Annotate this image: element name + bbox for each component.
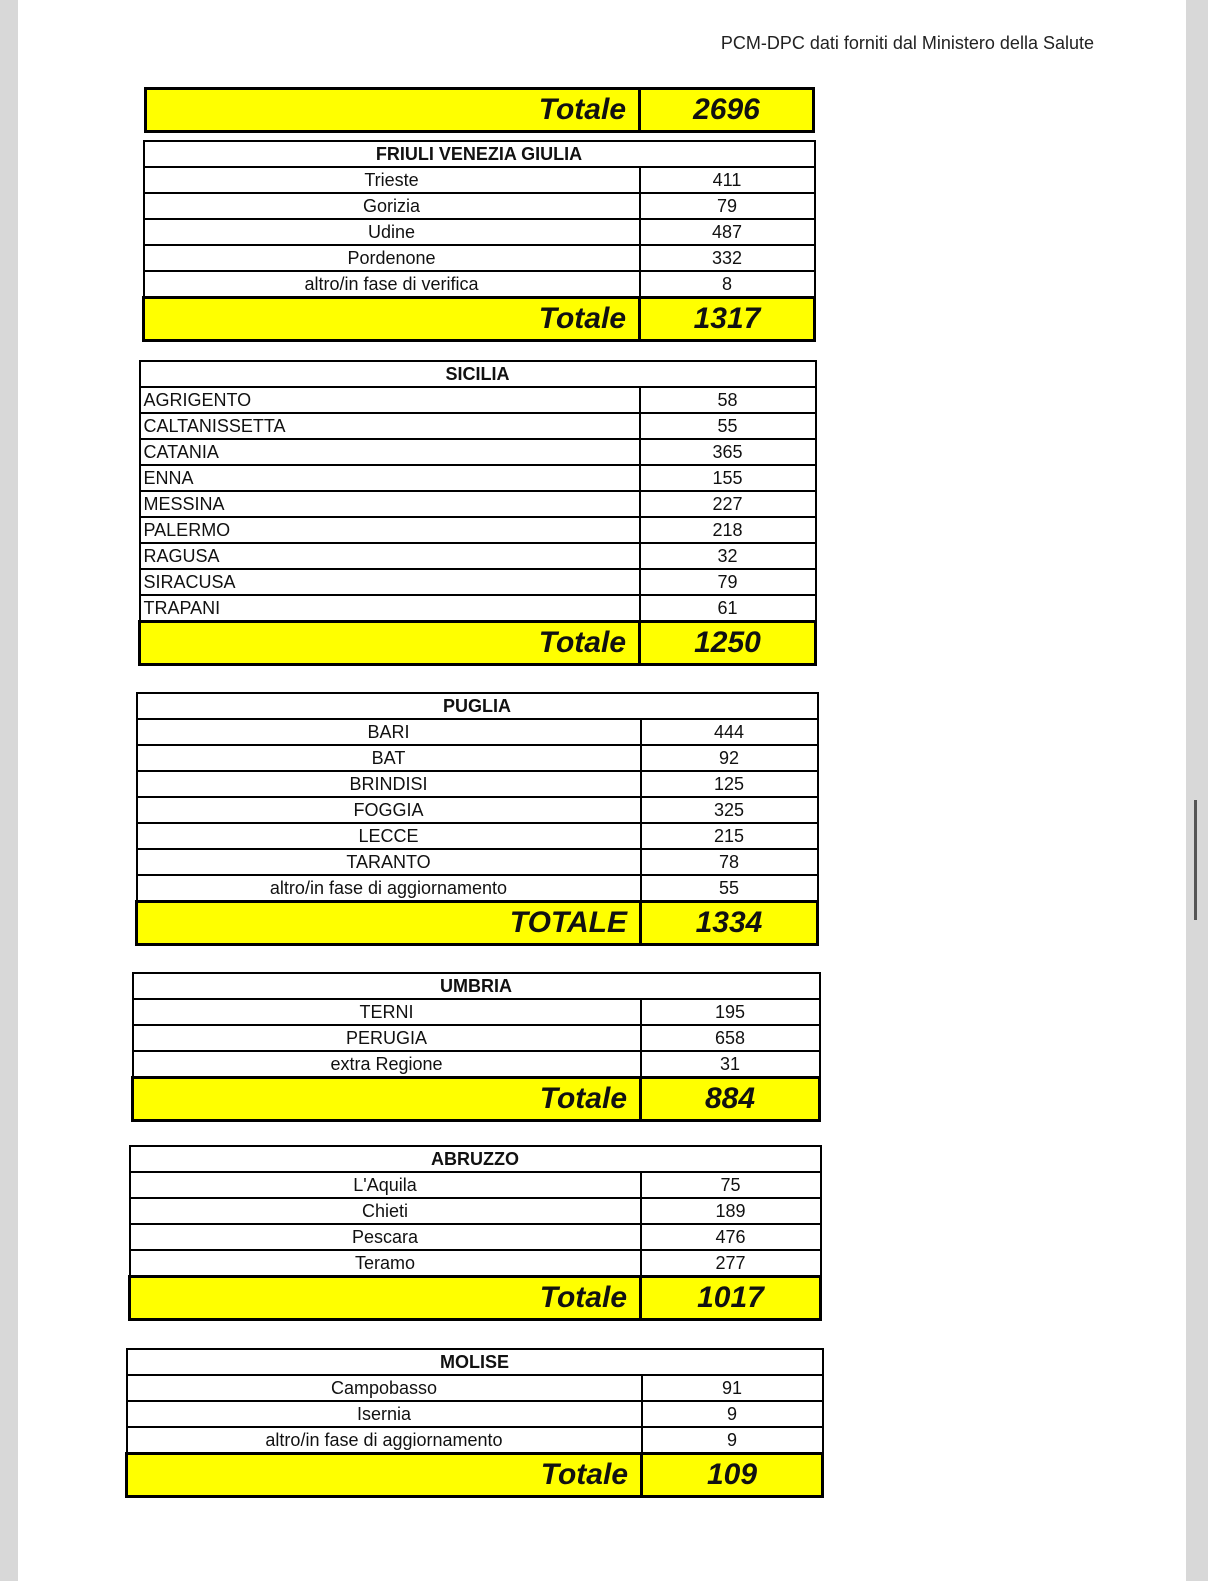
table-row: [130, 1224, 821, 1250]
province-value: 444: [641, 719, 818, 745]
region-header-row: [133, 973, 820, 999]
province-name: MESSINA: [140, 491, 640, 517]
table-row: [144, 193, 815, 219]
total-label: Totale: [144, 298, 640, 341]
province-value: 365: [640, 439, 816, 465]
region-name: PUGLIA: [137, 693, 818, 719]
total-row: [137, 902, 818, 945]
province-value: 58: [640, 387, 816, 413]
total-value: 1334: [641, 902, 818, 945]
table-row: [130, 1172, 821, 1198]
province-name: Trieste: [144, 167, 640, 193]
province-value: 75: [641, 1172, 821, 1198]
province-name: Isernia: [127, 1401, 642, 1427]
total-label: Totale: [127, 1454, 642, 1497]
table-row: [140, 491, 816, 517]
scrollbar-mark: [1194, 800, 1197, 920]
province-name: BAT: [137, 745, 641, 771]
table-row: [144, 219, 815, 245]
table-row: [127, 1427, 823, 1454]
province-value: 91: [642, 1375, 823, 1401]
table-row: [127, 1401, 823, 1427]
province-name: TARANTO: [137, 849, 641, 875]
province-name: BARI: [137, 719, 641, 745]
province-name: Pordenone: [144, 245, 640, 271]
table-row: [140, 595, 816, 622]
region-name: ABRUZZO: [130, 1146, 821, 1172]
province-name: BRINDISI: [137, 771, 641, 797]
region-table-abruzzo: [128, 1145, 822, 1321]
province-value: 9: [642, 1427, 823, 1454]
province-name: CALTANISSETTA: [140, 413, 640, 439]
province-value: 195: [641, 999, 820, 1025]
province-name: Teramo: [130, 1250, 641, 1277]
total-value: 884: [641, 1078, 820, 1121]
table-row: [144, 245, 815, 271]
province-name: Chieti: [130, 1198, 641, 1224]
province-name: altro/in fase di verifica: [144, 271, 640, 298]
province-value: 189: [641, 1198, 821, 1224]
province-name: Gorizia: [144, 193, 640, 219]
table-row: [137, 823, 818, 849]
total-label: Totale: [133, 1078, 641, 1121]
region-table-puglia: [135, 692, 819, 946]
region-table-molise: [125, 1348, 824, 1498]
region-name: MOLISE: [127, 1349, 823, 1375]
province-name: L'Aquila: [130, 1172, 641, 1198]
total-row: [140, 622, 816, 665]
total-label: Totale: [130, 1277, 641, 1320]
table-row: [137, 849, 818, 875]
province-value: 79: [640, 193, 815, 219]
province-name: RAGUSA: [140, 543, 640, 569]
province-value: 215: [641, 823, 818, 849]
total-value: 2696: [640, 89, 814, 132]
top-total-table: [144, 87, 815, 133]
total-label: TOTALE: [137, 902, 641, 945]
province-name: TRAPANI: [140, 595, 640, 622]
total-row: [133, 1078, 820, 1121]
province-value: 487: [640, 219, 815, 245]
province-value: 325: [641, 797, 818, 823]
region-header-row: [140, 361, 816, 387]
region-table-friuli-venezia-giulia: [142, 140, 816, 342]
table-row: [140, 569, 816, 595]
table-row: [140, 543, 816, 569]
total-value: 1017: [641, 1277, 821, 1320]
total-row: [144, 298, 815, 341]
region-header-row: [130, 1146, 821, 1172]
province-value: 227: [640, 491, 816, 517]
province-value: 31: [641, 1051, 820, 1078]
province-value: 411: [640, 167, 815, 193]
region-header-row: [127, 1349, 823, 1375]
province-value: 79: [640, 569, 816, 595]
table-row: [133, 999, 820, 1025]
province-value: 476: [641, 1224, 821, 1250]
total-label: Totale: [146, 89, 640, 132]
table-row: [137, 745, 818, 771]
table-row: [140, 413, 816, 439]
table-row: [140, 439, 816, 465]
region-name: SICILIA: [140, 361, 816, 387]
table-row: [133, 1025, 820, 1051]
province-value: 332: [640, 245, 815, 271]
province-value: 55: [641, 875, 818, 902]
province-name: extra Regione: [133, 1051, 641, 1078]
province-name: PERUGIA: [133, 1025, 641, 1051]
province-name: LECCE: [137, 823, 641, 849]
total-value: 1250: [640, 622, 816, 665]
province-name: altro/in fase di aggiornamento: [137, 875, 641, 902]
province-value: 78: [641, 849, 818, 875]
province-value: 61: [640, 595, 816, 622]
table-row: [137, 771, 818, 797]
province-name: TERNI: [133, 999, 641, 1025]
region-table-umbria: [131, 972, 821, 1122]
region-name: UMBRIA: [133, 973, 820, 999]
table-row: [133, 1051, 820, 1078]
total-value: 1317: [640, 298, 815, 341]
total-row: [130, 1277, 821, 1320]
region-table-sicilia: [138, 360, 817, 666]
province-value: 92: [641, 745, 818, 771]
total-value: 109: [642, 1454, 823, 1497]
province-name: AGRIGENTO: [140, 387, 640, 413]
table-row: [144, 167, 815, 193]
region-name: FRIULI VENEZIA GIULIA: [144, 141, 815, 167]
total-row: [127, 1454, 823, 1497]
table-row: [137, 719, 818, 745]
province-name: CATANIA: [140, 439, 640, 465]
table-row: [137, 875, 818, 902]
table-row: [140, 517, 816, 543]
region-header-row: [144, 141, 815, 167]
province-name: SIRACUSA: [140, 569, 640, 595]
table-row: [130, 1198, 821, 1224]
province-name: Campobasso: [127, 1375, 642, 1401]
table-row: [140, 387, 816, 413]
province-name: altro/in fase di aggiornamento: [127, 1427, 642, 1454]
province-value: 9: [642, 1401, 823, 1427]
table-row: [144, 271, 815, 298]
province-value: 277: [641, 1250, 821, 1277]
table-row: [127, 1375, 823, 1401]
province-value: 8: [640, 271, 815, 298]
source-note: PCM-DPC dati forniti dal Ministero della Salute: [720, 33, 1094, 53]
province-name: Udine: [144, 219, 640, 245]
table-row: [130, 1250, 821, 1277]
total-row: [146, 89, 814, 132]
table-row: [140, 465, 816, 491]
province-value: 55: [640, 413, 816, 439]
province-name: ENNA: [140, 465, 640, 491]
table-row: [137, 797, 818, 823]
region-header-row: [137, 693, 818, 719]
province-name: PALERMO: [140, 517, 640, 543]
province-value: 32: [640, 543, 816, 569]
province-value: 658: [641, 1025, 820, 1051]
province-name: Pescara: [130, 1224, 641, 1250]
province-value: 155: [640, 465, 816, 491]
total-label: Totale: [140, 622, 640, 665]
province-value: 125: [641, 771, 818, 797]
province-name: FOGGIA: [137, 797, 641, 823]
province-value: 218: [640, 517, 816, 543]
